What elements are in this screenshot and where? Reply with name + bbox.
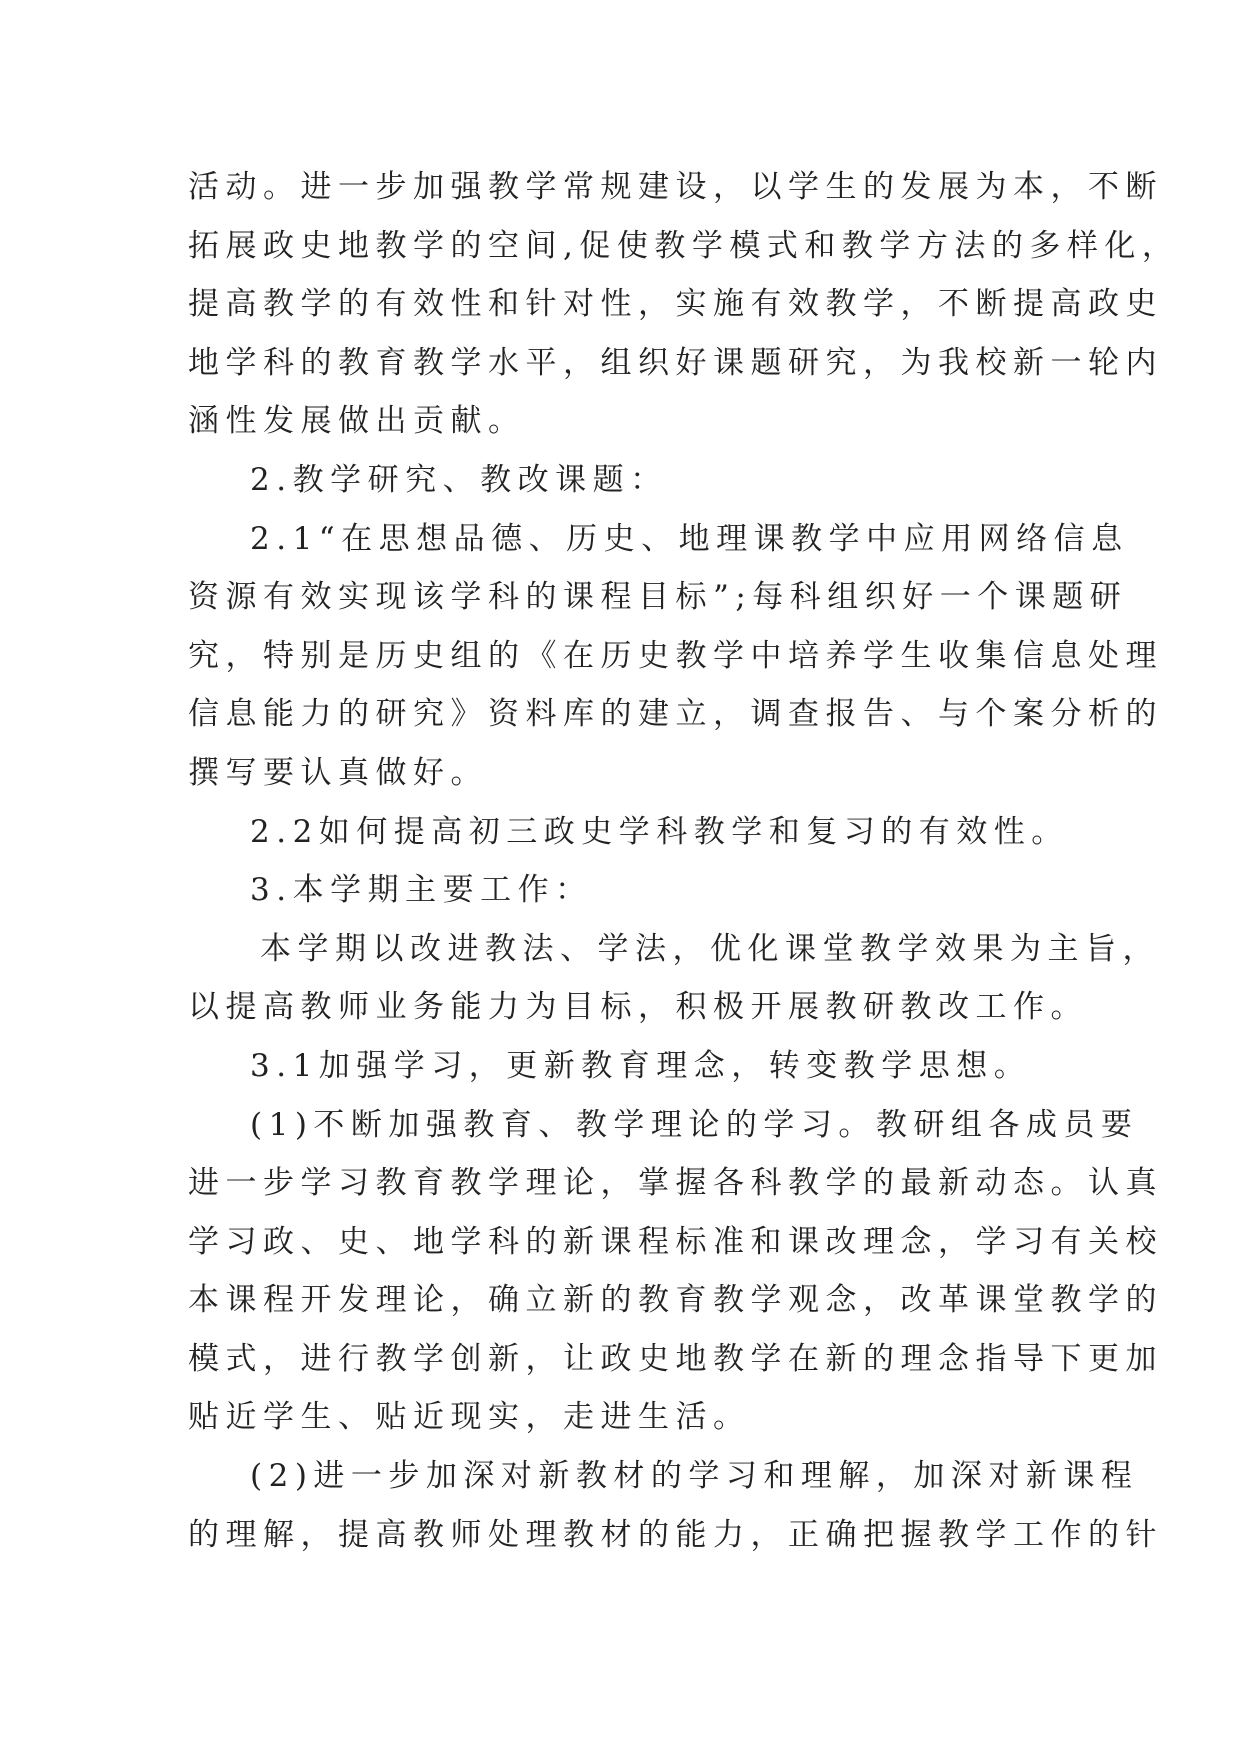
- subsection-heading: 3.1加强学习，更新教育理念，转变教学思想。: [250, 1047, 1032, 1084]
- text-line: 涵性发展做出贡献。: [188, 403, 526, 440]
- text-line: 活动。进一步加强教学常规建设，以学生的发展为本，不断: [188, 169, 1163, 205]
- body-text: [188, 158, 1180, 1564]
- text-line: 本学期以改进教法、学法，优化课堂教学效果为主旨，: [260, 930, 1160, 967]
- text-line: (2)进一步加深对新教材的学习和理解，加深对新课程: [250, 1458, 1139, 1495]
- text-line: 本课程开发理论，确立新的教育教学观念，改革课堂教学的: [188, 1282, 1163, 1319]
- text-line: 拓展政史地教学的空间,促使教学模式和教学方法的多样化，: [188, 227, 1180, 264]
- text-line: 模式，进行教学创新，让政史地教学在新的理念指导下更加: [188, 1340, 1163, 1377]
- text-line: 提高教学的有效性和针对性，实施有效教学，不断提高政史: [188, 286, 1163, 323]
- section-heading: 3.本学期主要工作：: [250, 872, 593, 909]
- text-line: (1)不断加强教育、教学理论的学习。教研组各成员要: [250, 1106, 1139, 1143]
- text-line: 的理解，提高教师处理教材的能力，正确把握教学工作的针: [188, 1516, 1163, 1553]
- text-line: 学习政、史、地学科的新课程标准和课改理念，学习有关校: [188, 1223, 1163, 1260]
- text-line: 进一步学习教育教学理论，掌握各科教学的最新动态。认真: [188, 1165, 1163, 1202]
- text-line: 2.2如何提高初三政史学科教学和复习的有效性。: [250, 813, 1069, 850]
- text-line: 撰写要认真做好。: [188, 754, 488, 791]
- text-line: 地学科的教育教学水平，组织好课题研究，为我校新一轮内: [188, 344, 1163, 381]
- text-line: 资源有效实现该学科的课程目标”;每科组织好一个课题研: [188, 579, 1128, 616]
- text-line: 信息能力的研究》资料库的建立，调查报告、与个案分析的: [188, 696, 1163, 733]
- text-line: 究，特别是历史组的《在历史教学中培养学生收集信息处理: [188, 637, 1163, 674]
- text-line: 以提高教师业务能力为目标，积极开展教研教改工作。: [188, 989, 1088, 1026]
- section-heading: 2.教学研究、教改课题：: [250, 461, 668, 498]
- text-line: 2.1“在思想品德、历史、地理课教学中应用网络信息: [250, 520, 1129, 557]
- text-line: 贴近学生、贴近现实，走进生活。: [188, 1399, 751, 1436]
